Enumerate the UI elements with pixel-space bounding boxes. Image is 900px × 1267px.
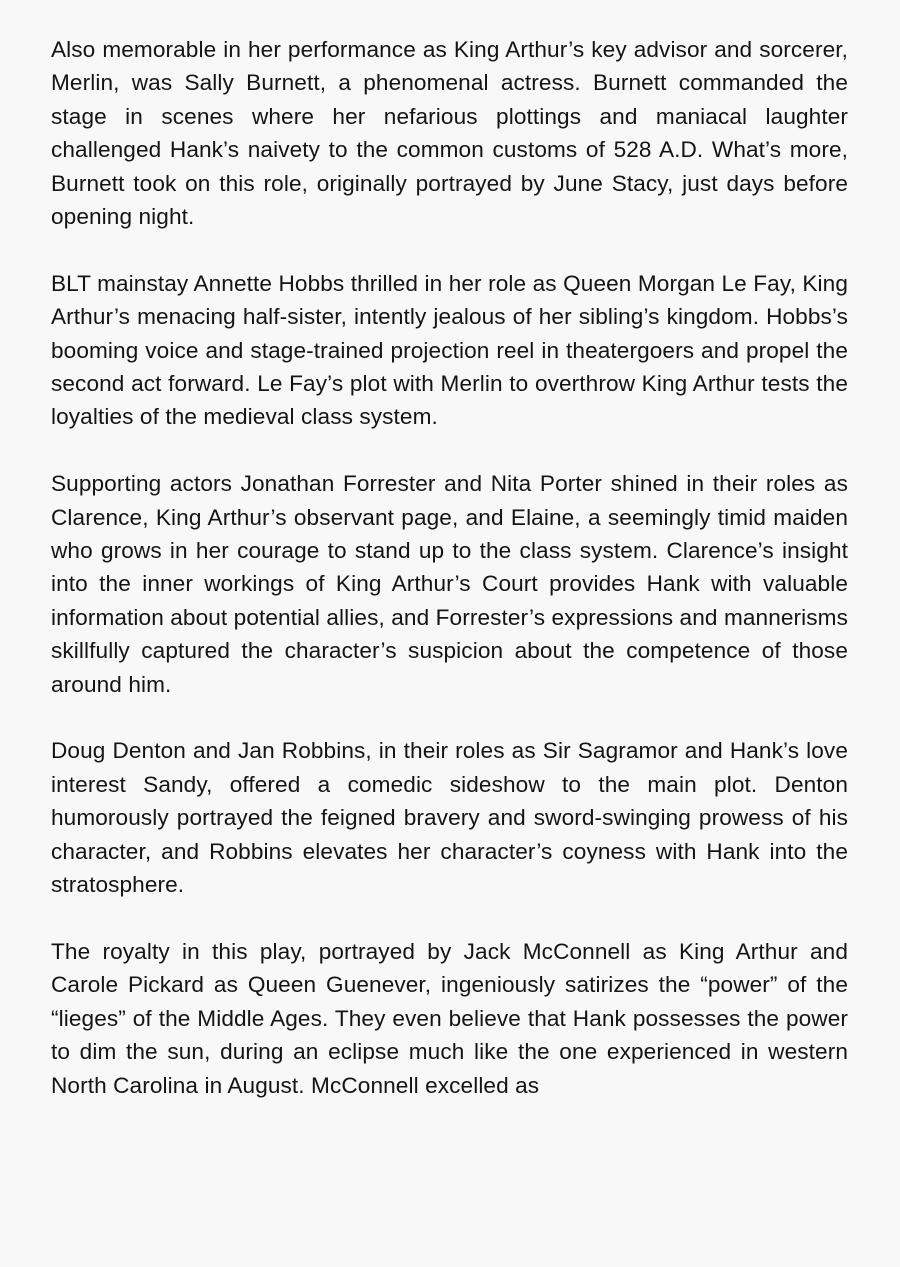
paragraph-supporting-actors: Supporting actors Jonathan Forrester and Nita Porter shined in their roles as Clarence, King Arthur’s observant page, and Elaine, a seemingly timid maiden who grows in her courage to stand up to the class system. Clarence’s insight into the inner workings of King Arthur’s Court provides Hank with valuable information about potential allies, and Forrester’s expressions and mannerisms skillfully captured the character’s suspicion about the competence of those around him. <box>51 471 848 697</box>
paragraph-royalty: The royalty in this play, portrayed by Jack McConnell as King Arthur and Carole Pickard as Queen Guenever, ingeniously satirizes the “power” of the “lieges” of the Middle Ages. They even believe that Hank possesses the power to dim the sun, during an eclipse much like the one experienced in western North Carolina in August. McConnell excelled as <box>51 938 848 1098</box>
article-body <box>51 33 848 1135</box>
paragraph-merlin: Also memorable in her performance as King Arthur’s key advisor and sorcerer, Merlin, was Sally Burnett, a phenomenal actress. Burnett commanded the stage in scenes where her nefarious plottings and maniacal laughter challenged Hank’s naivety to the common customs of 528 A.D. What’s more, Burnett took on this role, originally portrayed by June Stacy, just days before opening night. <box>51 37 848 230</box>
paragraph-morgan-le-fay: BLT mainstay Annette Hobbs thrilled in her role as Queen Morgan Le Fay, King Arthur’s menacing half-sister, intently jealous of her sibling’s kingdom. Hobbs’s booming voice and stage-trained projection reel in theatergoers and propel the second act forward. Le Fay’s plot with Merlin to overthrow King Arthur tests the loyalties of the medieval class system. <box>51 270 848 430</box>
paragraph-sagramor-sandy: Doug Denton and Jan Robbins, in their roles as Sir Sagramor and Hank’s love interest Sandy, offered a comedic sideshow to the main plot. Denton humorously portrayed the feigned bravery and sword-swinging prowess of his character, and Robbins elevates her character’s coyness with Hank into the stratosphere. <box>51 738 848 898</box>
